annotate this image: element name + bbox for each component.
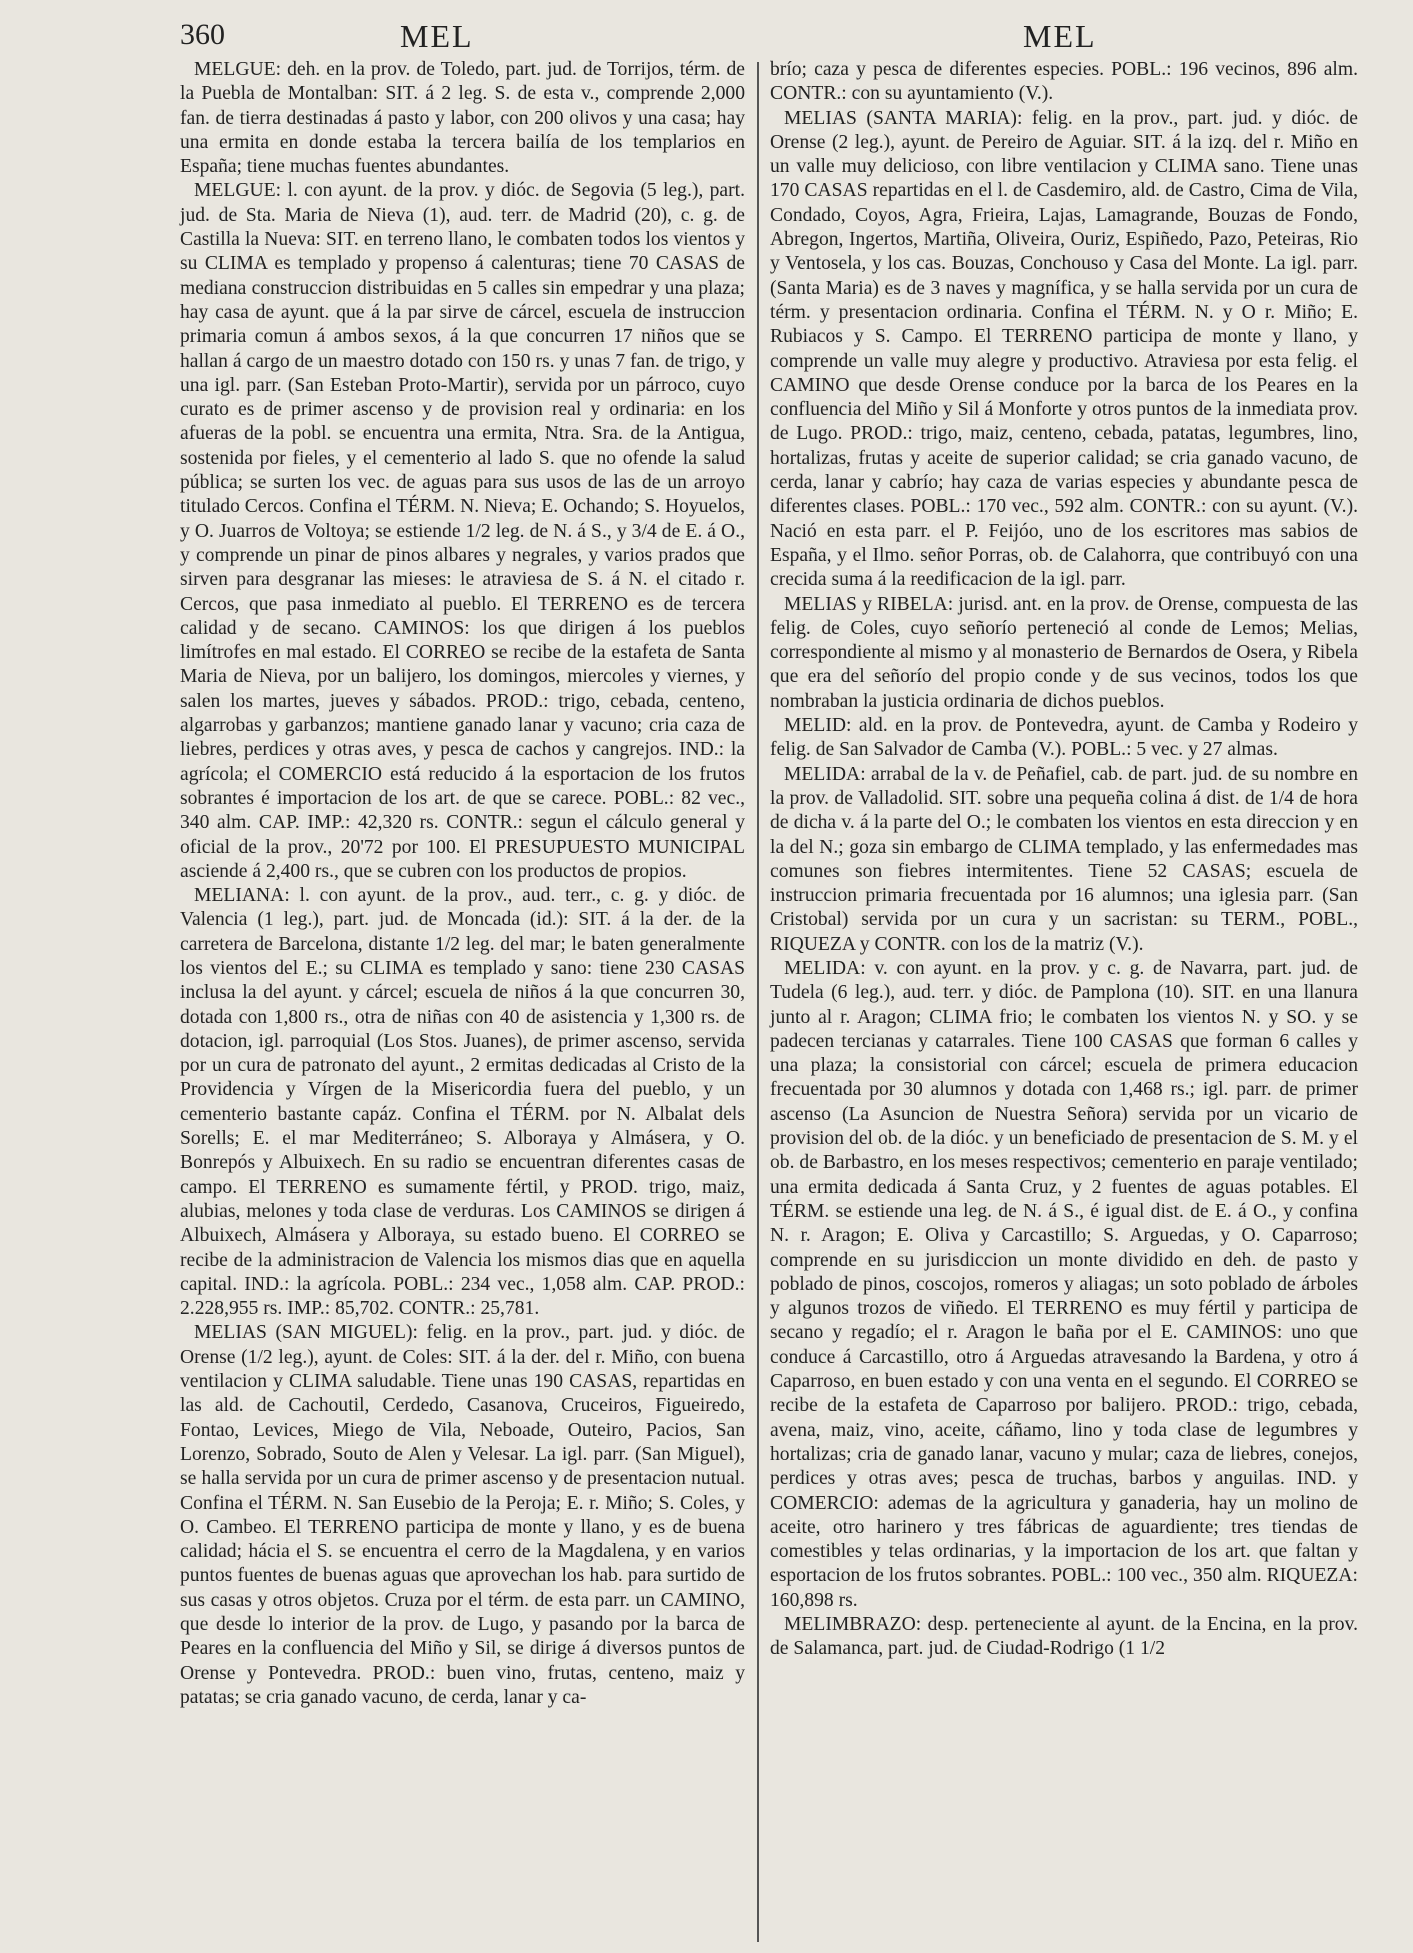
entry-body: ald. en la prov. de Pontevedra, ayunt. de Camba y Rodeiro y felig. de San Salvador de Camba (V.). POBL.: 5 vec. y 27 almas. [770,715,1359,761]
column-divider [757,62,759,1942]
entry-title: MELIANA [194,885,285,907]
entry-title: MELIDA [784,957,861,979]
entry-body: arrabal de la v. de Peñafiel, cab. de part. jud. de su nombre en la prov. de Valladolid. SIT. sobre una pequeña colina á dist. de 1/4 de hora de dicha v. á la parte del O.; le combaten los vientos en esta direccion y en la del N.; goza sin embargo de CLIMA templado, y las enfermedades mas comunes son fiebres intermitentes. Tiene 52 CASAS; escuela de instruccion primaria frecuentada por 16 alumnos; una iglesia parr. (San Cristobal) servida por un cura y un sacristan: su TERM., POBL., RIQUEZA y CONTR. con los de la matriz (V.). [770,763,1358,955]
entry-title: MELID [784,715,847,737]
entry-body: brío; caza y pesca de diferentes especies. POBL.: 196 vecinos, 896 alm. CONTR.: con su ayuntamiento (V.). [770,59,1358,105]
left-column [180,58,745,1710]
entry-body: desp. perteneciente al ayunt. de la Encina, en la prov. de Salamanca, part. jud. de Ciudad-Rodrigo (1 1/2 [770,1614,1358,1660]
entry: MELIDA: v. con ayunt. en la prov. y c. g. de Navarra, part. jud. de Tudela (6 leg.), aud. terr. y dióc. de Pamplona (10). SIT. en una llanura junto al r. Aragon; CLIMA frio; le combaten los vientos N. y SO. y se padecen tercianas y catarrales. Tiene 100 CASAS que forman 6 calles y una plaza; la consistorial con cárcel; escuela de primera educacion frecuentada por 30 alumnos y dotada con 1,468 rs.; igl. parr. de primer ascenso (La Asuncion de Nuestra Señora) servida por un vicario de provision del ob. de la dióc. y un beneficiado de presentacion de S. M. y el ob. de Barbastro, en los meses respectivos; cementerio en paraje ventilado; una ermita dedicada á Santa Cruz, y 2 fuentes de aguas potables. El TÉRM. se estiende una leg. de N. á S., é igual dist. de E. á O., y confina N. r. Aragon; E. Oliva y Carcastillo; S. Arguedas, y O. Caparroso; comprende en su jurisdiccion un monte dividido en deh. de pasto y poblado de pinos, coscojos, romeros y aliagas; un soto poblado de árboles y algunos trozos de viñedo. El TERRENO es muy fértil y participa de secano y regadío; el r. Aragon le baña por el E. CAMINOS: uno que conduce á Carcastillo, otro á Arguedas atravesando la Bardena, y otro á Caparroso, en buen estado y con una venta en el segundo. El CORREO se recibe de la estafeta de Caparroso por balijero. PROD.: trigo, cebada, avena, maiz, vino, aceite, cáñamo, lino y toda clase de legumbres y hortalizas; cria de ganado lanar, vacuno y mular; caza de liebres, conejos, perdices y otras aves; pesca de truchas, barbos y anguilas. IND. y COMERCIO: ademas de la agricultura y ganaderia, hay un molino de aceite, otro harinero y tres fábricas de aguardiente; tres tiendas de comestibles y telas ordinarias, y la importacion de los art. que faltan y esportacion de los frutos sobrantes. POBL.: 100 vec., 350 alm. RIQUEZA: 160,898 rs. [770,957,1358,1611]
entry-title: MELGUE [194,180,276,202]
right-column [770,58,1358,1662]
entry: MELIAS (SAN MIGUEL): felig. en la prov., part. jud. y dióc. de Orense (1/2 leg.), ayunt. de Coles: SIT. á la der. del r. Miño, con buena ventilacion y CLIMA saludable. Tiene unas 190 CASAS, repartidas en las ald. de Cachoutil, Cerdedo, Casanova, Cruceiros, Figueiredo, Fontao, Levices, Miego de Vila, Neboade, Outeiro, Pacios, San Lorenzo, Sobrado, Souto de Alen y Velesar. La igl. parr. (San Miguel), se halla servida por un cura de primer ascenso y de presentacion nutual. Confina el TÉRM. N. San Eusebio de la Peroja; E. r. Miño; S. Coles, y O. Cambeo. El TERRENO participa de monte y llano, y es de buena calidad; hácia el S. se encuentra el cerro de la Magdalena, y en varios puntos fuentes de buenas aguas que aprovechan los hab. para surtido de sus casas y otros objetos. Cruza por el térm. de esta parr. un CAMINO, que desde lo interior de la prov. de Lugo, y pasando por la barca de Peares en la confluencia del Miño y Sil, se dirige á diversos puntos de Orense y Pontevedra. PROD.: buen vino, frutas, centeno, maiz y patatas; se cria ganado vacuno, de cerda, lanar y ca- [180,1322,745,1708]
entry-continuation [770,58,1358,107]
entry: MELIAS y RIBELA: jurisd. ant. en la prov. de Orense, compuesta de las felig. de Coles, cuyo señorío perteneció al conde de Lemos; Melias, correspondiente al mismo y al monasterio de Bernardos de Osera, y Ribela que era del señorío del propio conde y de sus vecinos, todos los que nombraban la justicia ordinaria de dichos pueblos. [770,593,1358,712]
entry-title: MELIAS (SANTA MARIA) [784,107,1017,129]
entry-title: MELIDA [784,763,861,785]
entry-title: MELGUE [194,59,276,80]
entry: MELIMBRAZO: desp. perteneciente al ayunt. de la Encina, en la prov. de Salamanca, part. jud. de Ciudad-Rodrigo (1 1/2 [770,1614,1358,1660]
entry-body: v. con ayunt. en la prov. y c. g. de Navarra, part. jud. de Tudela (6 leg.), aud. terr. y dióc. de Pamplona (10). SIT. en una llanura junto al r. Aragon; CLIMA frio; le combaten los vientos N. y SO. y se padecen tercianas y catarrales. Tiene 100 CASAS que forman 6 calles y una plaza; la consistorial con cárcel; escuela de primera educacion frecuentada por 30 alumnos y dotada con 1,468 rs.; igl. parr. de primer ascenso (La Asuncion de Nuestra Señora) servida por un vicario de provision del ob. de la dióc. y un beneficiado de presentacion de S. M. y el ob. de Barbastro, en los meses respectivos; cementerio en paraje ventilado; una ermita dedicada á Santa Cruz, y 2 fuentes de aguas potables. El TÉRM. se estiende una leg. de N. á S., é igual dist. de E. á O., y confina N. r. Aragon; E. Oliva y Carcastillo; S. Arguedas, y O. Caparroso; comprende en su jurisdiccion un monte dividido en deh. de pasto y poblado de pinos, coscojos, romeros y aliagas; un soto poblado de árboles y algunos trozos de viñedo. El TERRENO es muy fértil y participa de secano y regadío; el r. Aragon le baña por el E. CAMINOS: uno que conduce á Carcastillo, otro á Arguedas atravesando la Bardena, y otro á Caparroso, en buen estado y con una venta en el segundo. El CORREO se recibe de la estafeta de Caparroso por balijero. PROD.: trigo, cebada, avena, maiz, vino, aceite, cáñamo, lino y toda clase de legumbres y hortalizas; cria de ganado lanar, vacuno y mular; caza de liebres, conejos, perdices y otras aves; pesca de truchas, barbos y anguilas. IND. y COMERCIO: ademas de la agricultura y ganaderia, hay un molino de aceite, otro harinero y tres fábricas de aguardiente; tres tiendas de comestibles y telas ordinarias, y la importacion de los art. que faltan y esportacion de los frutos sobrantes. POBL.: 100 vec., 350 alm. RIQUEZA: 160,898 rs. [770,957,1358,1611]
entry-title: MELIMBRAZO [784,1614,916,1635]
entry: MELIAS (SANTA MARIA): felig. en la prov., part. jud. y dióc. de Orense (2 leg.), ayunt. de Pereiro de Aguiar. SIT. á la izq. del r. Miño en un valle muy delicioso, con libre ventilacion y CLIMA sano. Tiene unas 170 CASAS repartidas en el l. de Casdemiro, ald. de Castro, Cima de Vila, Condado, Coyos, Agra, Frieira, Lajas, Lamagrande, Bouzas de Fondo, Abregon, Ingertos, Martiña, Oliveira, Ouriz, Espiñedo, Pazo, Peteiras, Rio y Ventosela, y los cas. Bouzas, Conchouso y Casa del Monte. La igl. parr. (Santa Maria) es de 3 naves y magnífica, y se halla servida por un cura de térm. y presentacion ordinaria. Confina el TÉRM. N. y O r. Miño; E. Rubiacos y S. Campo. El TERRENO participa de monte y llano, y comprende un valle muy alegre y productivo. Atraviesa por esta felig. el CAMINO que desde Orense conduce por la barca de los Peares en la confluencia del Miño y Sil á Monforte y otros puntos de la inmediata prov. de Lugo. PROD.: trigo, maiz, centeno, cebada, patatas, legumbres, lino, hortalizas, frutas y aceite de superior calidad; se cria ganado vacuno, de cerda, lanar y cabrío; hay caza de varias especies y abundante pesca de diferentes clases. POBL.: 170 vec., 592 alm. CONTR.: con su ayunt. (V.). Nació en esta parr. el P. Feijóo, uno de los escritores mas sabios de España, y el Ilmo. señor Porras, ob. de Calahorra, que contribuyó con una crecida suma á la reedificacion de la igl. parr. [770,107,1359,591]
entry-body: jurisd. ant. en la prov. de Orense, compuesta de las felig. de Coles, cuyo señorío perteneció al conde de Lemos; Melias, correspondiente al mismo y al monasterio de Bernardos de Osera, y Ribela que era del señorío del propio conde y de sus vecinos, todos los que nombraban la justicia ordinaria de dichos pueblos. [770,593,1358,712]
entry-title: MELIAS y RIBELA [784,593,948,615]
running-head-left: MEL [400,18,474,54]
entry-body: felig. en la prov., part. jud. y dióc. de Orense (2 leg.), ayunt. de Pereiro de Aguiar. SIT. á la izq. del r. Miño en un valle muy delicioso, con libre ventilacion y CLIMA sano. Tiene unas 170 CASAS repartidas en el l. de Casdemiro, ald. de Castro, Cima de Vila, Condado, Coyos, Agra, Frieira, Lajas, Lamagrande, Bouzas de Fondo, Abregon, Ingertos, Martiña, Oliveira, Ouriz, Espiñedo, Pazo, Peteiras, Rio y Ventosela, y los cas. Bouzas, Conchouso y Casa del Monte. La igl. parr. (Santa Maria) es de 3 naves y magnífica, y se halla servida por un cura de térm. y presentacion ordinaria. Confina el TÉRM. N. y O r. Miño; E. Rubiacos y S. Campo. El TERRENO participa de monte y llano, y comprende un valle muy alegre y productivo. Atraviesa por esta felig. el CAMINO que desde Orense conduce por la barca de los Peares en la confluencia del Miño y Sil á Monforte y otros puntos de la inmediata prov. de Lugo. PROD.: trigo, maiz, centeno, cebada, patatas, legumbres, lino, hortalizas, frutas y aceite de superior calidad; se cria ganado vacuno, de cerda, lanar y cabrío; hay caza de varias especies y abundante pesca de diferentes clases. POBL.: 170 vec., 592 alm. CONTR.: con su ayunt. (V.). Nació en esta parr. el P. Feijóo, uno de los escritores mas sabios de España, y el Ilmo. señor Porras, ob. de Calahorra, que contribuyó con una crecida suma á la reedificacion de la igl. parr. [770,107,1359,591]
entry-body: l. con ayunt. de la prov. y dióc. de Segovia (5 leg.), part. jud. de Sta. Maria de Nieva (1), aud. terr. de Madrid (20), c. g. de Castilla la Nueva: SIT. en terreno llano, le combaten todos los vientos y su CLIMA es templado y propenso á calenturas; tiene 70 CASAS de mediana construccion distribuidas en 5 calles sin empedrar y una plaza; hay casa de ayunt. que á la par sirve de cárcel, escuela de instruccion primaria comun á ambos sexos, á la que concurren 17 niños que se hallan á cargo de un maestro dotado con 150 rs. y unas 7 fan. de trigo, y una igl. parr. (San Esteban Proto-Martir), servida por un párroco, cuyo curato es de primer ascenso y de provision real y ordinaria: en los afueras de la pobl. se encuentra una ermita, Ntra. Sra. de la Antigua, sostenida por fieles, y el cementerio al lado S. que no ofende la salud pública; se surten los vec. de aguas para sus usos de las de un arroyo titulado Cercos. Confina el TÉRM. N. Nieva; E. Ochando; S. Hoyuelos, y O. Juarros de Voltoya; se estiende 1/2 leg. de N. á S., y 3/4 de E. á O., y comprende un pinar de pinos albares y negrales, y varios prados que sirven para desgranar las mieses: le atraviesa de S. á N. el citado r. Cercos, que pasa inmediato al pueblo. El TERRENO es de tercera calidad y de secano. CAMINOS: los que dirigen á los pueblos limítrofes en mal estado. El CORREO se recibe de la estafeta de Santa Maria de Nieva, por un balijero, los domingos, miercoles y viernes, y salen los martes, jueves y sábados. PROD.: trigo, cebada, centeno, algarrobas y garbanzos; mantiene ganado lanar y vacuno; cria caza de liebres, perdices y otras aves, y pesca de cachos y cangrejos. IND.: la agrícola; el COMERCIO está reducido á la esportacion de los frutos sobrantes é importacion de los art. de que se carece. POBL.: 82 vec., 340 alm. CAP. IMP.: 42,320 rs. CONTR.: segun el cálculo general y oficial de la prov., 20'72 por 100. El PRESUPUESTO MUNICIPAL asciende á 2,400 rs., que se cubren con los productos de propios. [180,180,745,882]
entry-title: MELIAS (SAN MIGUEL) [194,1322,413,1344]
entry: MELIANA: l. con ayunt. de la prov., aud. terr., c. g. y dióc. de Valencia (1 leg.), part. jud. de Moncada (id.): SIT. á la der. de la carretera de Barcelona, distante 1/2 leg. del mar; le baten generalmente los vientos del E.; su CLIMA es templado y sano: tiene 230 CASAS inclusa la del ayunt. y cárcel; escuela de niños á la que concurren 30, dotada con 1,800 rs., otra de niñas con 40 de asistencia y 1,300 rs. de dotacion, igl. parroquial (Los Stos. Juanes), de primer ascenso, servida por un cura de patronato del ayunt., 2 ermitas dedicadas al Cristo de la Providencia y Vírgen de la Misericordia fuera del pueblo, y un cementerio bastante capáz. Confina el TÉRM. por N. Albalat dels Sorells; E. el mar Mediterráneo; S. Alboraya y Almásera, y O. Bonrepós y Albuixech. En su radio se encuentran diferentes casas de campo. El TERRENO es sumamente fértil, y PROD. trigo, maiz, alubias, melones y toda clase de verduras. Los CAMINOS se dirigen á Albuixech, Almásera y Alboraya, su estado bueno. El CORREO se recibe de la administracion de Valencia los mismos dias que en aquella capital. IND.: la agrícola. POBL.: 234 vec., 1,058 alm. CAP. PROD.: 2.228,955 rs. IMP.: 85,702. CONTR.: 25,781. [180,885,745,1320]
entry-body: deh. en la prov. de Toledo, part. jud. de Torrijos, térm. de la Puebla de Montalban: SIT. á 2 leg. S. de esta v., comprende 2,000 fan. de tierra destinadas á pasto y labor, con 200 olivos y una casa; hay una ermita en donde estaba la tercera bailía de los templarios en España; tiene muchas fuentes abundantes. [180,59,746,178]
entry: MELGUE: l. con ayunt. de la prov. y dióc. de Segovia (5 leg.), part. jud. de Sta. Maria de Nieva (1), aud. terr. de Madrid (20), c. g. de Castilla la Nueva: SIT. en terreno llano, le combaten todos los vientos y su CLIMA es templado y propenso á calenturas; tiene 70 CASAS de mediana construccion distribuidas en 5 calles sin empedrar y una plaza; hay casa de ayunt. que á la par sirve de cárcel, escuela de instruccion primaria comun á ambos sexos, á la que concurren 17 niños que se hallan á cargo de un maestro dotado con 150 rs. y unas 7 fan. de trigo, y una igl. parr. (San Esteban Proto-Martir), servida por un párroco, cuyo curato es de primer ascenso y de provision real y ordinaria: en los afueras de la pobl. se encuentra una ermita, Ntra. Sra. de la Antigua, sostenida por fieles, y el cementerio al lado S. que no ofende la salud pública; se surten los vec. de aguas para sus usos de las de un arroyo titulado Cercos. Confina el TÉRM. N. Nieva; E. Ochando; S. Hoyuelos, y O. Juarros de Voltoya; se estiende 1/2 leg. de N. á S., y 3/4 de E. á O., y comprende un pinar de pinos albares y negrales, y varios prados que sirven para desgranar las mieses: le atraviesa de S. á N. el citado r. Cercos, que pasa inmediato al pueblo. El TERRENO es de tercera calidad y de secano. CAMINOS: los que dirigen á los pueblos limítrofes en mal estado. El CORREO se recibe de la estafeta de Santa Maria de Nieva, por un balijero, los domingos, miercoles y viernes, y salen los martes, jueves y sábados. PROD.: trigo, cebada, centeno, algarrobas y garbanzos; mantiene ganado lanar y vacuno; cria caza de liebres, perdices y otras aves, y pesca de cachos y cangrejos. IND.: la agrícola; el COMERCIO está reducido á la esportacion de los frutos sobrantes é importacion de los art. de que se carece. POBL.: 82 vec., 340 alm. CAP. IMP.: 42,320 rs. CONTR.: segun el cálculo general y oficial de la prov., 20'72 por 100. El PRESUPUESTO MUNICIPAL asciende á 2,400 rs., que se cubren con los productos de propios. [180,180,745,882]
entry: MELIDA: arrabal de la v. de Peñafiel, cab. de part. jud. de su nombre en la prov. de Valladolid. SIT. sobre una pequeña colina á dist. de 1/4 de hora de dicha v. á la parte del O.; le combaten los vientos en esta direccion y en la del N.; goza sin embargo de CLIMA templado, y las enfermedades mas comunes son fiebres intermitentes. Tiene 52 CASAS; escuela de instruccion primaria frecuentada por 16 alumnos; una iglesia parr. (San Cristobal) servida por un cura y un sacristan: su TERM., POBL., RIQUEZA y CONTR. con los de la matriz (V.). [770,763,1358,955]
entry-body: l. con ayunt. de la prov., aud. terr., c. g. y dióc. de Valencia (1 leg.), part. jud. de Moncada (id.): SIT. á la der. de la carretera de Barcelona, distante 1/2 leg. del mar; le baten generalmente los vientos del E.; su CLIMA es templado y sano: tiene 230 CASAS inclusa la del ayunt. y cárcel; escuela de niños á la que concurren 30, dotada con 1,800 rs., otra de niñas con 40 de asistencia y 1,300 rs. de dotacion, igl. parroquial (Los Stos. Juanes), de primer ascenso, servida por un cura de patronato del ayunt., 2 ermitas dedicadas al Cristo de la Providencia y Vírgen de la Misericordia fuera del pueblo, y un cementerio bastante capáz. Confina el TÉRM. por N. Albalat dels Sorells; E. el mar Mediterráneo; S. Alboraya y Almásera, y O. Bonrepós y Albuixech. En su radio se encuentran diferentes casas de campo. El TERRENO es sumamente fértil, y PROD. trigo, maiz, alubias, melones y toda clase de verduras. Los CAMINOS se dirigen á Albuixech, Almásera y Alboraya, su estado bueno. El CORREO se recibe de la administracion de Valencia los mismos dias que en aquella capital. IND.: la agrícola. POBL.: 234 vec., 1,058 alm. CAP. PROD.: 2.228,955 rs. IMP.: 85,702. CONTR.: 25,781. [180,885,745,1320]
entry-body: felig. en la prov., part. jud. y dióc. de Orense (1/2 leg.), ayunt. de Coles: SIT. á la der. del r. Miño, con buena ventilacion y CLIMA saludable. Tiene unas 190 CASAS, repartidas en las ald. de Cachoutil, Cerdedo, Casanova, Cruceiros, Figueiredo, Fontao, Levices, Miego de Vila, Neboade, Outeiro, Pacios, San Lorenzo, Sobrado, Souto de Alen y Velesar. La igl. parr. (San Miguel), se halla servida por un cura de primer ascenso y de presentacion nutual. Confina el TÉRM. N. San Eusebio de la Peroja; E. r. Miño; S. Coles, y O. Cambeo. El TERRENO participa de monte y llano, y es de buena calidad; hácia el S. se encuentra el cerro de la Magdalena, y en varios puntos fuentes de buenas aguas que aprovechan los hab. para surtido de sus casas y otros objetos. Cruza por el térm. de esta parr. un CAMINO, que desde lo interior de la prov. de Lugo, y pasando por la barca de Peares en la confluencia del Miño y Sil, se dirige á diversos puntos de Orense y Pontevedra. PROD.: buen vino, frutas, centeno, maiz y patatas; se cria ganado vacuno, de cerda, lanar y ca- [180,1322,745,1708]
entry: MELID: ald. en la prov. de Pontevedra, ayunt. de Camba y Rodeiro y felig. de San Salvador de Camba (V.). POBL.: 5 vec. y 27 almas. [770,715,1359,761]
running-head-right: MEL [1023,18,1097,54]
page-number: 360 [180,18,225,51]
entry: MELGUE: deh. en la prov. de Toledo, part. jud. de Torrijos, térm. de la Puebla de Montalban: SIT. á 2 leg. S. de esta v., comprende 2,000 fan. de tierra destinadas á pasto y labor, con 200 olivos y una casa; hay una ermita en donde estaba la tercera bailía de los templarios en España; tiene muchas fuentes abundantes. [180,59,746,178]
